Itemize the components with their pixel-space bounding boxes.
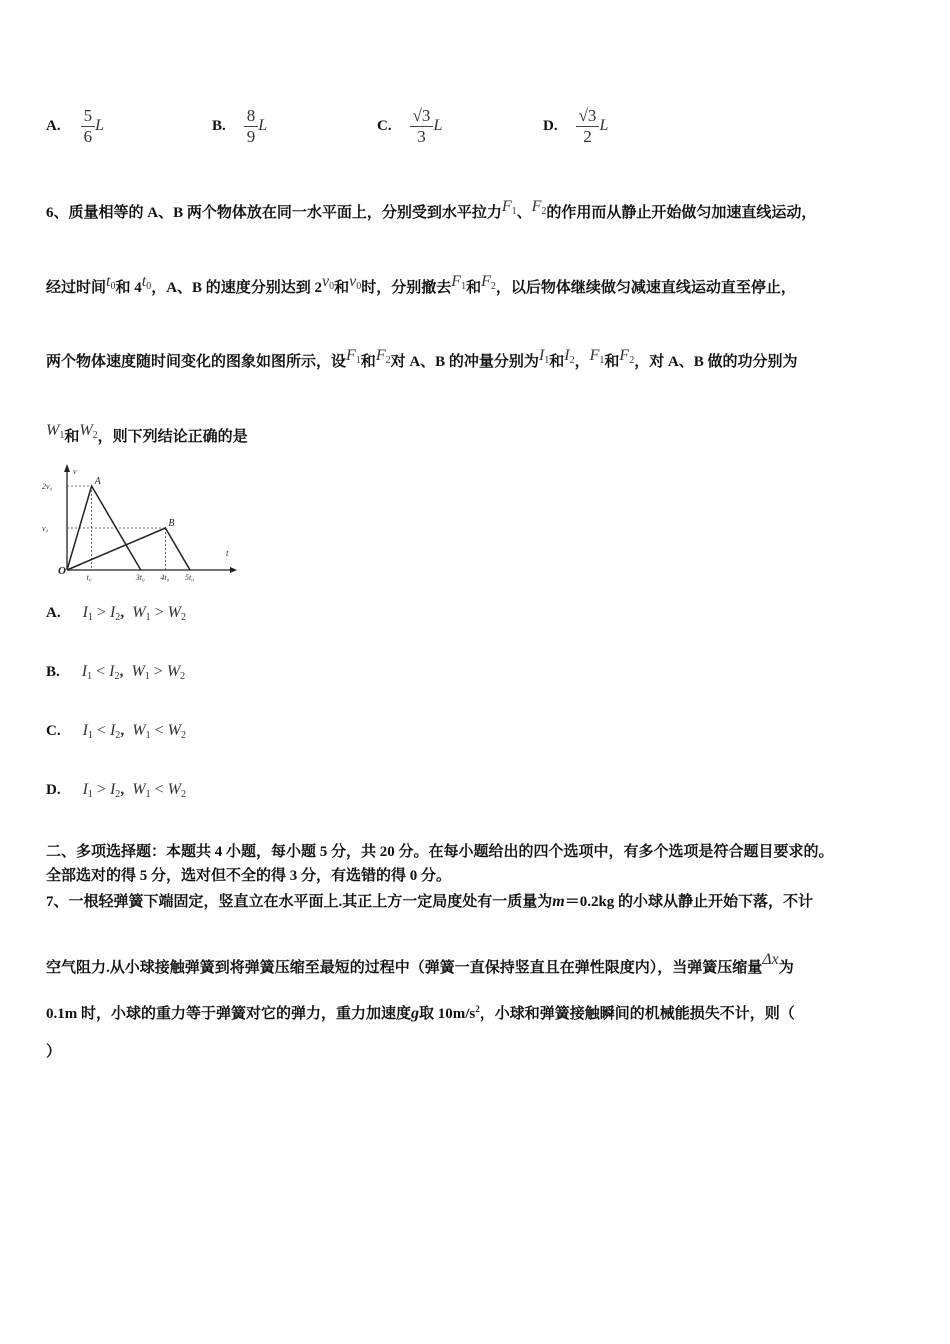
y-tick-label: 2v₀: [42, 482, 53, 491]
point-label-B: B: [168, 518, 175, 529]
math-F1: $F_1$: [589, 347, 605, 366]
math-W1: $W_1$: [46, 422, 65, 441]
option-label: D.: [543, 118, 558, 135]
section-2-instructions: 全部选对的得 5 分，选对但不全的得 3 分，有选错的得 0 分。: [46, 868, 452, 884]
option-expression: $I_1 < I_2$, $W_1 < W_2$: [82, 722, 186, 741]
q6-option-d[interactable]: [46, 781, 186, 800]
option-label: C.: [377, 118, 392, 135]
q6-option-b[interactable]: [46, 663, 185, 682]
math-delta-x: Δx: [762, 951, 779, 968]
math-F2: $F_2$: [619, 347, 635, 366]
q5-option-b[interactable]: B. $\frac{8}{9}$ L: [212, 106, 268, 146]
math-t0: $t_0$: [106, 273, 116, 292]
y-tick-label: v₀: [42, 524, 49, 533]
math-W2: $W_2$: [79, 422, 98, 441]
option-label: C.: [46, 723, 61, 739]
math-I1: $I_1$: [538, 347, 550, 366]
q5-option-d[interactable]: D. $\frac{√3}{2}$ L: [543, 106, 609, 146]
q6-line-3: 两个物体速度随时间变化的图象如图所示，设$F_1$和$F_2$对 A、B 的冲量分别为$I_1$和$I_2$，$F_1$和$F_2$，对 A、B 做的功分别为: [46, 347, 798, 370]
option-expression: $I_1 > I_2$, $W_1 > W_2$: [82, 604, 186, 623]
math-F1: $F_1$: [346, 347, 361, 366]
math-v0: $v_0$: [349, 273, 362, 292]
q7-line-1: 7、一根轻弹簧下端固定，竖直立在水平面上.其正上方一定局度处有一质量为m＝0.2kg 的小球从静止开始下落，不计: [46, 893, 814, 910]
fraction: $\frac{8}{9}$: [244, 106, 259, 147]
math-v0: $v_0$: [322, 273, 335, 292]
option-expression: $I_1 < I_2$, $W_1 > W_2$: [81, 663, 186, 682]
q7-line-2: 空气阻力.从小球接触弹簧到将弹簧压缩至最短的过程中（弹簧一直保持竖直且在弹性限度内），当弹簧压缩量Δx为: [46, 951, 794, 976]
q6-line-2: 经过时间$t_0$和 $4t_0$，A、B 的速度分别达到 $2v_0$和$v_0$时，分别撤去$F_1$和$F_2$，以后物体继续做匀减速直线运动直至停止，: [46, 273, 796, 296]
option-label: B.: [46, 664, 60, 680]
math-F1: $F_1$: [501, 198, 517, 217]
x-tick-label: 3t₀: [135, 573, 145, 582]
q5-option-c[interactable]: C. $\frac{√3}{3}$ L: [377, 106, 443, 146]
option-label: A.: [46, 118, 61, 135]
math-F2: $F_2$: [481, 273, 496, 292]
fraction: $\frac{√3}{3}$: [410, 106, 434, 147]
section-2-heading: 二、多项选择题：本题共 4 小题，每小题 5 分，共 20 分。在每小题给出的四个选项中，有多个选项是符合题目要求的。: [46, 844, 834, 860]
q5-option-a[interactable]: A. $\frac{5}{6}$ L: [46, 106, 104, 146]
option-expression: $I_1 > I_2$, $W_1 < W_2$: [82, 781, 186, 800]
math-F1: $F_1$: [451, 273, 467, 292]
q6-line-1: 6、质量相等的 A、B 两个物体放在同一水平面上，分别受到水平拉力$F_1$、$F_2$的作用而从静止开始做匀加速直线运动，: [46, 198, 817, 221]
fraction: $\frac{5}{6}$: [81, 106, 96, 147]
q6-option-c[interactable]: [46, 722, 186, 741]
point-label-A: A: [94, 476, 101, 487]
x-tick-label: 5t₀: [185, 573, 195, 582]
v-axis-label: v: [73, 467, 77, 476]
q6-line-4: $W_1$和$W_2$，则下列结论正确的是: [46, 422, 248, 445]
option-label: A.: [46, 605, 61, 621]
velocity-time-graph: [40, 460, 240, 590]
math-F2: $F_2$: [531, 198, 547, 217]
math-t0: $t_0$: [141, 273, 152, 292]
q7-line-4: ）: [46, 1044, 62, 1060]
math-I2: $I_2$: [564, 347, 575, 366]
x-tick-label: 4t₀: [160, 573, 170, 582]
t-axis-label: t: [226, 548, 229, 558]
x-tick-label: t₀: [86, 573, 92, 582]
math-F2: $F_2$: [375, 347, 391, 366]
option-label: D.: [46, 782, 61, 798]
option-label: B.: [212, 118, 226, 135]
fraction: $\frac{√3}{2}$: [576, 106, 600, 147]
t-axis-arrow: [230, 567, 237, 573]
q7-line-3: 0.1m 时，小球的重力等于弹簧对它的弹力，重力加速度g取 $10m/s^2$，小球和弹簧接触瞬间的机械能损失不计，则（: [46, 1004, 795, 1022]
q6-option-a[interactable]: [46, 604, 186, 623]
v-axis-arrow: [64, 464, 70, 472]
origin-label: O: [58, 565, 66, 577]
